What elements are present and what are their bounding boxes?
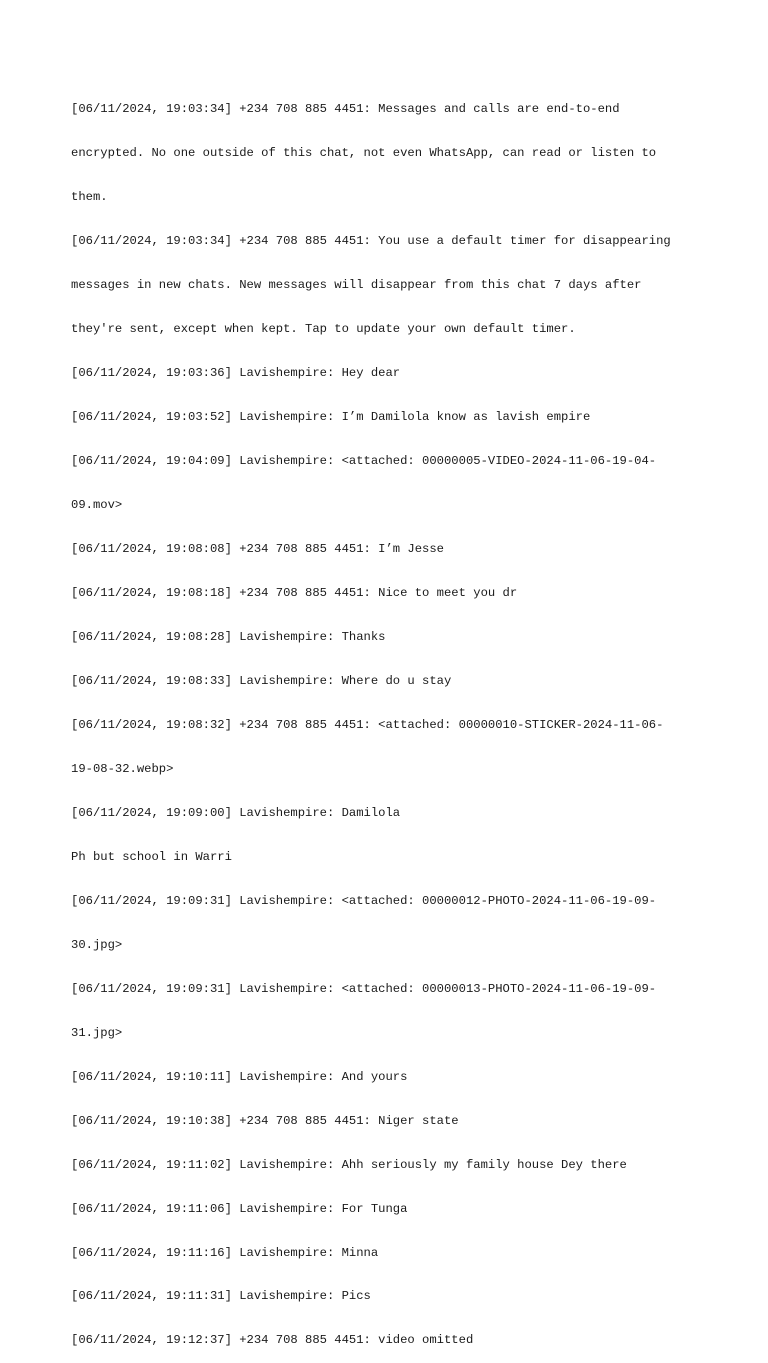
transcript-line: 19-08-32.webp>: [71, 761, 174, 776]
transcript-line: [06/11/2024, 19:03:36] Lavishempire: Hey dear: [71, 366, 401, 381]
transcript-line: [06/11/2024, 19:08:08] +234 708 885 4451: I’m Jesse: [71, 542, 444, 556]
transcript-line: [06/11/2024, 19:11:02] Lavishempire: Ahh seriously my family house Dey there: [71, 1157, 627, 1172]
transcript-line: 09.mov>: [71, 498, 123, 513]
transcript-line: [06/11/2024, 19:08:28] Lavishempire: Thanks: [71, 629, 386, 644]
transcript-line: [06/11/2024, 19:09:00] Lavishempire: Damilola: [71, 805, 401, 820]
transcript-line: [06/11/2024, 19:10:38] +234 708 885 4451: Niger state: [71, 1113, 459, 1128]
transcript-line: encrypted. No one outside of this chat, not even WhatsApp, can read or listen to: [71, 146, 657, 161]
transcript-line: [06/11/2024, 19:03:52] Lavishempire: I’m Damilola know as lavish empire: [71, 410, 591, 425]
transcript-line: [06/11/2024, 19:08:33] Lavishempire: Where do u stay: [71, 673, 452, 688]
chat-transcript: [71, 73, 701, 1363]
transcript-line: [06/11/2024, 19:10:11] Lavishempire: And yours: [71, 1069, 408, 1084]
transcript-line: [06/11/2024, 19:12:37] +234 708 885 4451: video omitted: [71, 1333, 474, 1348]
transcript-line: them.: [71, 190, 108, 205]
transcript-line: [06/11/2024, 19:08:18] +234 708 885 4451: Nice to meet you dr: [71, 585, 518, 600]
transcript-line: [06/11/2024, 19:11:06] Lavishempire: For Tunga: [71, 1201, 408, 1216]
transcript-line: 31.jpg>: [71, 1025, 123, 1040]
transcript-line: Ph but school in Warri: [71, 849, 232, 864]
transcript-line: [06/11/2024, 19:11:16] Lavishempire: Minna: [71, 1245, 379, 1260]
transcript-line: they're sent, except when kept. Tap to update your own default timer.: [71, 322, 576, 337]
transcript-line: 30.jpg>: [71, 937, 123, 952]
transcript-line: [06/11/2024, 19:04:09] Lavishempire: <attached: 00000005-VIDEO-2024-11-06-19-04-: [71, 454, 657, 469]
transcript-line: [06/11/2024, 19:03:34] +234 708 885 4451: You use a default timer for disappearing: [71, 234, 671, 249]
transcript-line: [06/11/2024, 19:09:31] Lavishempire: <attached: 00000012-PHOTO-2024-11-06-19-09-: [71, 893, 657, 908]
transcript-line: [06/11/2024, 19:09:31] Lavishempire: <attached: 00000013-PHOTO-2024-11-06-19-09-: [71, 981, 657, 996]
transcript-line: messages in new chats. New messages will disappear from this chat 7 days after: [71, 278, 642, 293]
transcript-line: [06/11/2024, 19:03:34] +234 708 885 4451: Messages and calls are end-to-end: [71, 102, 620, 117]
transcript-line: [06/11/2024, 19:11:31] Lavishempire: Pics: [71, 1289, 371, 1304]
transcript-line: [06/11/2024, 19:08:32] +234 708 885 4451: <attached: 00000010-STICKER-2024-11-06-: [71, 717, 664, 732]
